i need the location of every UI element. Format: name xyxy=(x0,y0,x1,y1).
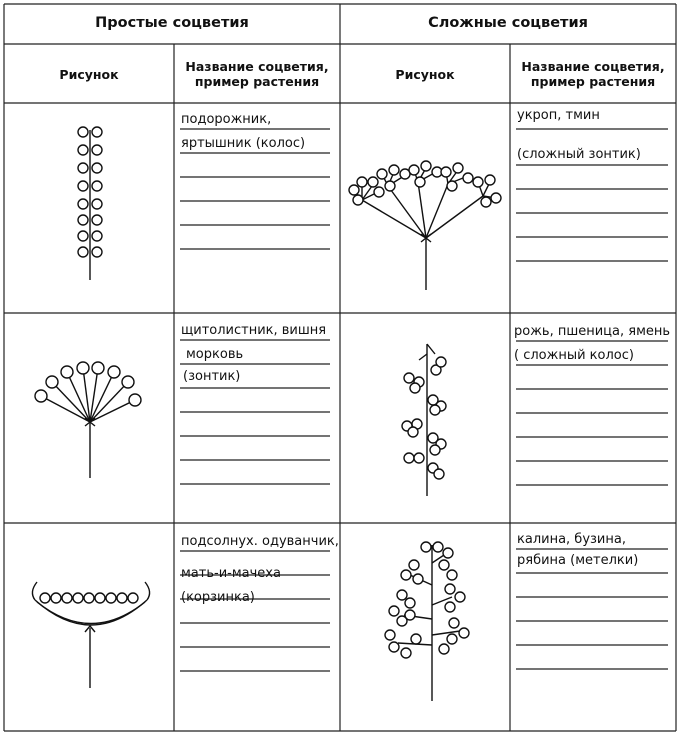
umbel-inflorescence-icon xyxy=(30,360,150,480)
complex-row2-line2: ( сложный колос) xyxy=(514,348,634,363)
name-header-line1: Название соцветия, xyxy=(185,59,329,74)
name-header-line2: пример растения xyxy=(530,74,656,89)
simple-row3-line3: (корзинка) xyxy=(181,590,255,605)
name-header-line2: пример растения xyxy=(194,74,320,89)
simple-row1-line1: подорожник, xyxy=(181,112,272,127)
name-header-line1: Название соцветия, xyxy=(521,59,665,74)
complex-inflorescences-header: Сложные соцветия xyxy=(428,15,588,31)
panicle-inflorescence-icon xyxy=(380,535,480,705)
simple-row1-line2: яртышник (колос) xyxy=(181,136,306,151)
simple-row2-line1: щитолистник, вишня xyxy=(181,323,327,338)
simple-row2-line2: морковь xyxy=(186,347,244,362)
compound-spike-icon xyxy=(395,340,455,500)
simple-inflorescences-header: Простые соцветия xyxy=(95,15,249,31)
complex-row1-line2: (сложный зонтик) xyxy=(517,147,641,162)
simple-name-header xyxy=(174,59,340,89)
complex-row1-line1: укроп, тмин xyxy=(517,108,600,123)
simple-row3-line1: подсолнух. одуванчик, xyxy=(181,534,339,549)
simple-picture-header: Рисунок xyxy=(59,67,119,82)
simple-row3-line2: мать-и-мачеха xyxy=(181,566,281,581)
complex-row2-line1: рожь, пшеница, ямень xyxy=(514,324,671,339)
complex-row3-line2: рябина (метелки) xyxy=(517,553,639,568)
spike-inflorescence-icon xyxy=(60,120,120,285)
compound-umbel-icon xyxy=(348,160,508,295)
complex-picture-header: Рисунок xyxy=(395,67,455,82)
capitulum-basket-icon xyxy=(25,580,160,690)
complex-row3-line1: калина, бузина, xyxy=(517,532,626,547)
simple-row2-line3: (зонтик) xyxy=(183,369,241,384)
complex-name-header xyxy=(510,59,676,89)
